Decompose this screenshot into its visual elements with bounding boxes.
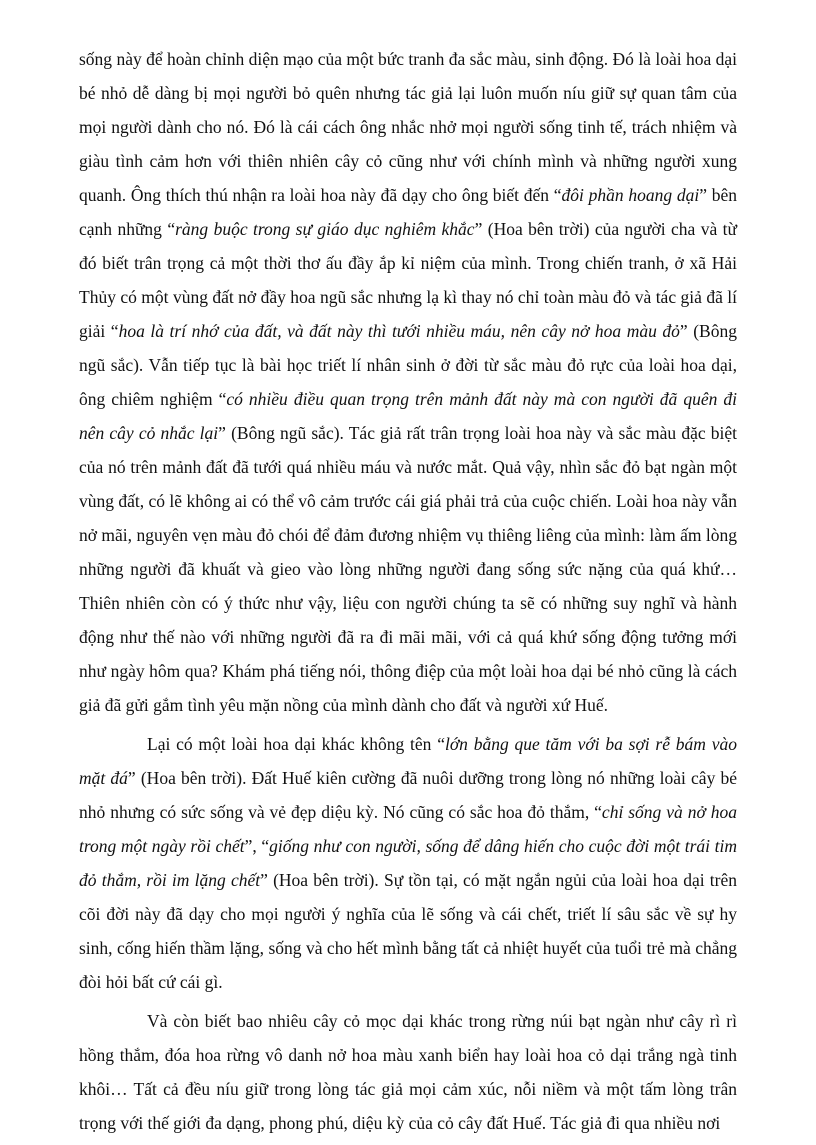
- paragraph-1: sống này để hoàn chỉnh diện mạo của một bức tranh đa sắc màu, sinh động. Đó là loài hoa dại bé nhỏ dễ dàng bị mọi người bỏ quên nhưng tác giả lại luôn muốn níu giữ sự quan tâm của mọi người dành cho nó. Đó là cái cách ông nhắc nhở mọi người sống tinh tế, trách nhiệm và giàu tình cảm hơn với thiên nhiên cây cỏ cũng như với chính mình và những người xung quanh. Ông thích thú nhận ra loài hoa này đã dạy cho ông biết đến “đôi phần hoang dại” bên cạnh những “ràng buộc trong sự giáo dục nghiêm khắc” (Hoa bên trời) của người cha và từ đó biết trân trọng cả một thời thơ ấu đầy ắp kỉ niệm của mình. Trong chiến tranh, ở xã Hải Thủy có một vùng đất nở đầy hoa ngũ sắc nhưng lạ kì thay nó chỉ toàn màu đỏ và tác giả đã lí giải “hoa là trí nhớ của đất, và đất này thì tưới nhiều máu, nên cây nở hoa màu đỏ” (Bông ngũ sắc). Vẫn tiếp tục là bài học triết lí nhân sinh ở đời từ sắc màu đỏ rực của loài hoa dại, ông chiêm nghiệm “có nhiều điều quan trọng trên mảnh đất này mà con người đã quên đi nên cây cỏ nhắc lại” (Bông ngũ sắc). Tác giả rất trân trọng loài hoa này và sắc màu đặc biệt của nó trên mảnh đất đã tưới quá nhiều máu và nước mắt. Quả vậy, nhìn sắc đỏ bạt ngàn một vùng đất, có lẽ không ai có thể vô cảm trước cái giá phải trả của cuộc chiến. Loài hoa này vẫn nở mãi, nguyên vẹn màu đỏ chói để đảm đương nhiệm vụ thiêng liêng của mình: làm ấm lòng những người đã khuất và gieo vào lòng những người đang sống sức nặng của quá khứ… Thiên nhiên còn có ý thức như vậy, liệu con người chúng ta sẽ có những suy nghĩ và hành động như thế nào với những người đã ra đi mãi mãi, với cả quá khứ sống động tưởng mới như ngày hôm qua? Khám phá tiếng nói, thông điệp của một loài hoa dại bé nhỏ cũng là cách giả đã gửi gắm tình yêu mặn nồng của mình dành cho đất và người xứ Huế.: [79, 49, 737, 715]
- paragraph-3: Và còn biết bao nhiêu cây cỏ mọc dại khác trong rừng núi bạt ngàn như cây rì rì hồng thắm, đóa hoa rừng vô danh nở hoa màu xanh biển hay loài hoa cỏ dại trắng ngà tinh khôi… Tất cả đều níu giữ trong lòng tác giả mọi cảm xúc, nỗi niềm và một tấm lòng trân trọng với thế giới đa dạng, phong phú, diệu kỳ của cỏ cây đất Huế. Tác giả đi qua nhiều nơi: [79, 1011, 737, 1133]
- paragraph-2: Lại có một loài hoa dại khác không tên “lớn bằng que tăm với ba sợi rễ bám vào mặt đá” (Hoa bên trời). Đất Huế kiên cường đã nuôi dưỡng trong lòng nó những loài cây bé nhỏ nhưng có sức sống và vẻ đẹp diệu kỳ. Nó cũng có sắc hoa đỏ thắm, “chỉ sống và nở hoa trong một ngày rồi chết”, “giống như con người, sống để dâng hiến cho cuộc đời một trái tim đỏ thắm, rồi im lặng chết” (Hoa bên trời). Sự tồn tại, có mặt ngắn ngủi của loài hoa dại trên cõi đời này đã dạy cho mọi người ý nghĩa của lẽ sống và cái chết, triết lí sâu sắc về sự hy sinh, cống hiến thầm lặng, sống và cho hết mình bằng tất cả nhiệt huyết của tuổi trẻ mà chẳng đòi hỏi bất cứ cái gì.: [79, 734, 737, 992]
- body-text: [79, 42, 737, 1145]
